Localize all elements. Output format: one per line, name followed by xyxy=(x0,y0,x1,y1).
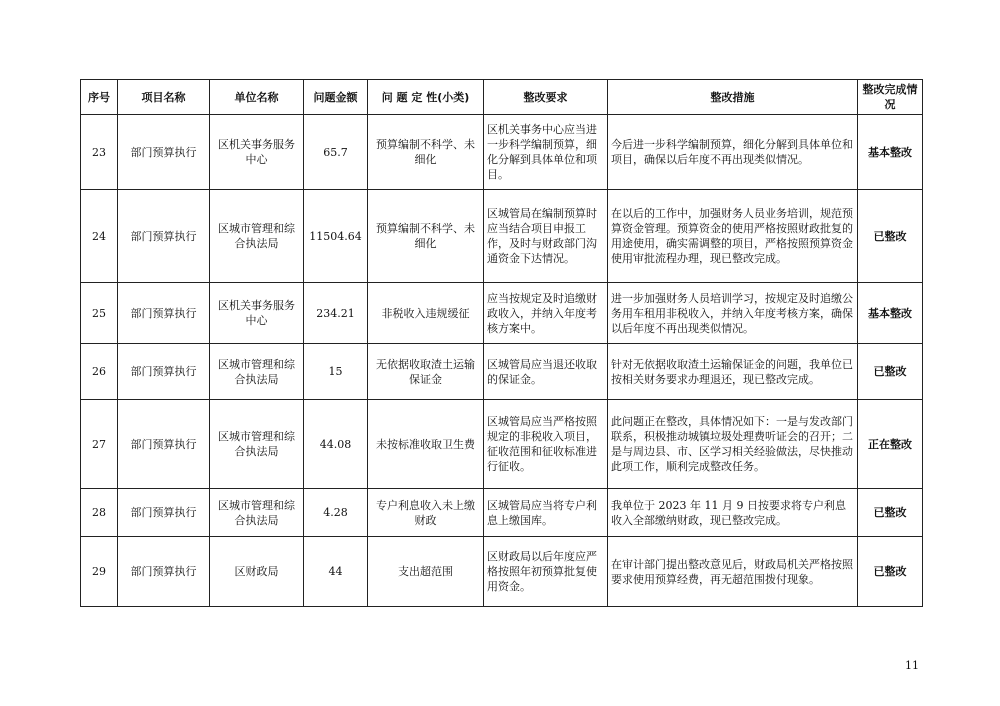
cell-amount: 4.28 xyxy=(304,489,368,537)
cell-project: 部门预算执行 xyxy=(118,344,210,400)
cell-status: 已整改 xyxy=(858,190,923,283)
header-project: 项目名称 xyxy=(118,80,210,115)
cell-project: 部门预算执行 xyxy=(118,489,210,537)
header-requirement: 整改要求 xyxy=(484,80,608,115)
table-row xyxy=(81,344,923,400)
table-row xyxy=(81,283,923,344)
header-measures: 整改措施 xyxy=(608,80,858,115)
cell-unit: 区城市管理和综合执法局 xyxy=(210,400,304,489)
page-number: 11 xyxy=(905,659,919,672)
cell-amount: 65.7 xyxy=(304,115,368,190)
cell-project: 部门预算执行 xyxy=(118,115,210,190)
cell-requirement: 区财政局以后年度应严格按照年初预算批复使用资金。 xyxy=(484,537,608,607)
cell-unit: 区城市管理和综合执法局 xyxy=(210,489,304,537)
cell-no: 28 xyxy=(81,489,118,537)
cell-no: 29 xyxy=(81,537,118,607)
cell-no: 27 xyxy=(81,400,118,489)
cell-unit: 区城市管理和综合执法局 xyxy=(210,190,304,283)
cell-unit: 区机关事务服务中心 xyxy=(210,283,304,344)
cell-requirement: 区机关事务中心应当进一步科学编制预算，细化分解到具体单位和项目。 xyxy=(484,115,608,190)
cell-requirement: 区城管局应当严格按照规定的非税收入项目，征收范围和征收标准进行征收。 xyxy=(484,400,608,489)
cell-issue: 专户利息收入未上缴财政 xyxy=(368,489,484,537)
cell-issue: 无依据收取渣土运输保证金 xyxy=(368,344,484,400)
cell-no: 24 xyxy=(81,190,118,283)
cell-requirement: 区城管局应当将专户利息上缴国库。 xyxy=(484,489,608,537)
cell-measures: 我单位于 2023 年 11 月 9 日按要求将专户利息收入全部缴纳财政，现已整改完成。 xyxy=(608,489,858,537)
cell-unit: 区机关事务服务中心 xyxy=(210,115,304,190)
cell-issue: 支出超范围 xyxy=(368,537,484,607)
cell-project: 部门预算执行 xyxy=(118,283,210,344)
cell-unit: 区城市管理和综合执法局 xyxy=(210,344,304,400)
table-row xyxy=(81,537,923,607)
cell-issue: 预算编制不科学、未细化 xyxy=(368,190,484,283)
cell-requirement: 区城管局在编制预算时应当结合项目申报工作，及时与财政部门沟通资金下达情况。 xyxy=(484,190,608,283)
rectification-table xyxy=(80,79,923,607)
cell-amount: 44 xyxy=(304,537,368,607)
cell-requirement: 应当按规定及时追缴财政收入，并纳入年度考核方案中。 xyxy=(484,283,608,344)
cell-measures: 进一步加强财务人员培训学习，按规定及时追缴公务用车租用非税收入，并纳入年度考核方案，确保以后年度不再出现类似情况。 xyxy=(608,283,858,344)
cell-status: 基本整改 xyxy=(858,115,923,190)
cell-amount: 234.21 xyxy=(304,283,368,344)
cell-issue: 非税收入违规缓征 xyxy=(368,283,484,344)
cell-project: 部门预算执行 xyxy=(118,400,210,489)
cell-amount: 44.08 xyxy=(304,400,368,489)
cell-no: 25 xyxy=(81,283,118,344)
table-header-row xyxy=(81,80,923,115)
cell-unit: 区财政局 xyxy=(210,537,304,607)
cell-requirement: 区城管局应当退还收取的保证金。 xyxy=(484,344,608,400)
cell-status: 基本整改 xyxy=(858,283,923,344)
cell-amount: 15 xyxy=(304,344,368,400)
cell-status: 已整改 xyxy=(858,537,923,607)
table-row xyxy=(81,115,923,190)
cell-project: 部门预算执行 xyxy=(118,537,210,607)
cell-measures: 今后进一步科学编制预算，细化分解到具体单位和项目，确保以后年度不再出现类似情况。 xyxy=(608,115,858,190)
cell-amount: 11504.64 xyxy=(304,190,368,283)
header-amount: 问题金额 xyxy=(304,80,368,115)
cell-status: 已整改 xyxy=(858,489,923,537)
cell-measures: 在以后的工作中，加强财务人员业务培训，规范预算资金管理。预算资金的使用严格按照财政批复的用途使用，确实需调整的项目，严格按照预算资金使用审批流程办理，现已整改完成。 xyxy=(608,190,858,283)
cell-issue: 未按标准收取卫生费 xyxy=(368,400,484,489)
header-status: 整改完成情况 xyxy=(858,80,923,115)
table-row xyxy=(81,190,923,283)
cell-issue: 预算编制不科学、未细化 xyxy=(368,115,484,190)
cell-status: 已整改 xyxy=(858,344,923,400)
table-row xyxy=(81,400,923,489)
header-no: 序号 xyxy=(81,80,118,115)
cell-project: 部门预算执行 xyxy=(118,190,210,283)
cell-no: 26 xyxy=(81,344,118,400)
header-unit: 单位名称 xyxy=(210,80,304,115)
cell-measures: 针对无依据收取渣土运输保证金的问题，我单位已按相关财务要求办理退还，现已整改完成。 xyxy=(608,344,858,400)
cell-status: 正在整改 xyxy=(858,400,923,489)
cell-measures: 在审计部门提出整改意见后，财政局机关严格按照要求使用预算经费，再无超范围拨付现象。 xyxy=(608,537,858,607)
cell-measures: 此问题正在整改，具体情况如下：一是与发改部门联系，积极推动城镇垃圾处理费听证会的召开；二是与周边县、市、区学习相关经验做法，尽快推动此项工作，顺利完成整改任务。 xyxy=(608,400,858,489)
table-row xyxy=(81,489,923,537)
header-issue: 问 题 定 性(小类) xyxy=(368,80,484,115)
cell-no: 23 xyxy=(81,115,118,190)
